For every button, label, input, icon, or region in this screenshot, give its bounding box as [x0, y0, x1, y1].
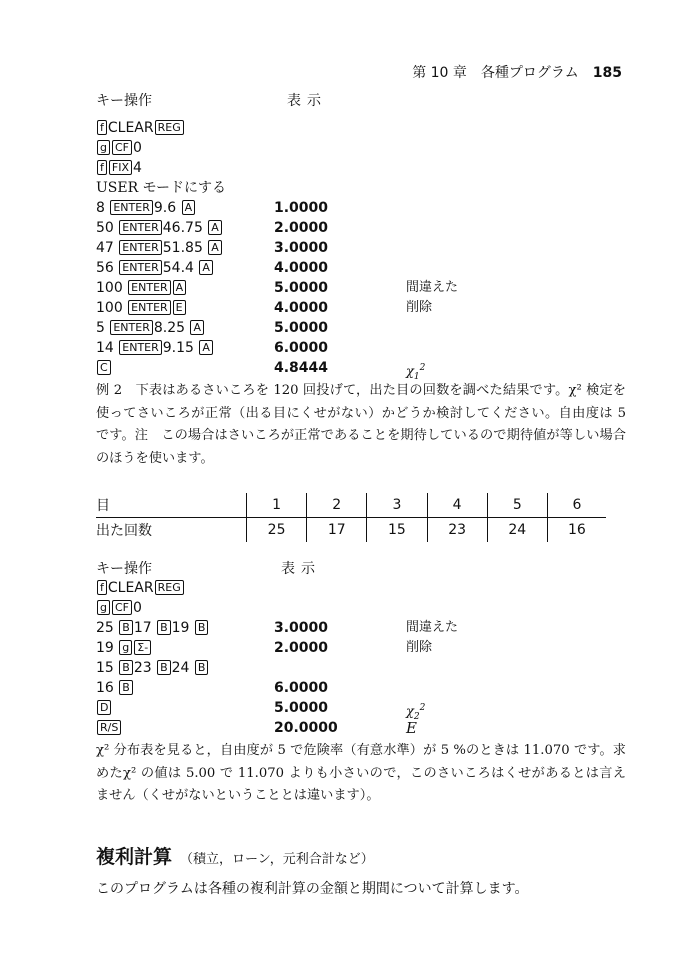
key-row: C 4.8444 $\chi_1^2$	[96, 358, 636, 378]
page-header	[412, 62, 622, 82]
key-row: 100 ENTER E 4.0000 削除	[96, 300, 433, 316]
section-heading	[96, 842, 374, 869]
key-row: f CLEAR REG	[96, 118, 636, 138]
key-row: g CF 0	[96, 138, 636, 158]
table-row: 出た回数 25 17 15 23 24 16	[96, 518, 606, 543]
key-row: 5 ENTER 8.25 A 5.0000	[96, 320, 329, 336]
section-intro: このプログラムは各種の複利計算の金額と期間について計算します。	[96, 881, 529, 897]
section-subtitle: （積立，ローン，元利合計など）	[180, 852, 374, 867]
key-row: D 5.0000 $\chi_2^2$	[96, 698, 636, 718]
key-ops-header-2: キー操作	[96, 561, 152, 577]
frequency-table	[96, 493, 606, 542]
keystroke-block-2	[96, 578, 636, 738]
key-row: 8 ENTER 9.6 A 1.0000	[96, 200, 329, 216]
section-title: 複利計算	[96, 846, 173, 868]
key-ops-header: キー操作	[96, 93, 152, 109]
page-number: 185	[592, 65, 622, 81]
key-row: f CLEAR REG	[96, 578, 636, 598]
key-row: 19 g Σ- 2.0000 削除	[96, 640, 433, 656]
key-row: g CF 0	[96, 598, 636, 618]
key-f: f	[97, 120, 107, 135]
key-row: USER モードにする	[96, 180, 227, 196]
conclusion-paragraph: χ² 分布表を見ると，自由度が 5 で危険率（有意水準）が 5 %のときは 11.070 です。求めたχ² の値は 5.00 で 11.070 よりも小さいので，このさいころはくせがあるとは言えません（くせがないということとは違います）。	[96, 743, 626, 803]
key-row: 56 ENTER 54.4 A 4.0000	[96, 260, 329, 276]
key-row: 14 ENTER 9.15 A 6.0000	[96, 340, 329, 356]
key-row: 47 ENTER 51.85 A 3.0000	[96, 240, 329, 256]
key-row: 16 B 6.0000	[96, 680, 329, 696]
example2-paragraph: 例 2 下表はあるさいころを 120 回投げて，出た目の回数を調べた結果です。χ² 検定を使ってさいころが正常（出る目にくせがない）かどうか検討してください。自由度は 5 です。注 この場合はさいころが正常であることを期待しているので期待値が等しい場合のほうを使います。	[96, 383, 626, 466]
key-row: f FIX 4	[96, 158, 636, 178]
chapter-title: 第 10 章 各種プログラム	[412, 65, 579, 81]
display-header-2: 表示	[281, 561, 321, 577]
display-header: 表示	[287, 93, 327, 109]
key-row: 50 ENTER 46.75 A 2.0000	[96, 220, 329, 236]
chi2-squared-label: $\chi_2^2$	[406, 703, 426, 722]
key-row: R/S 20.0000 E	[96, 718, 636, 738]
keystroke-block-1	[96, 118, 636, 382]
key-row: 15 B 23 B 24 B	[96, 658, 636, 678]
key-row: 100 ENTER A 5.0000 間違えた	[96, 280, 459, 296]
key-row: 25 B 17 B 19 B 3.0000 間違えた	[96, 620, 459, 636]
table-row: 目 1 2 3 4 5 6	[96, 493, 606, 518]
chi1-squared-label: $\chi_1^2$	[406, 363, 426, 382]
